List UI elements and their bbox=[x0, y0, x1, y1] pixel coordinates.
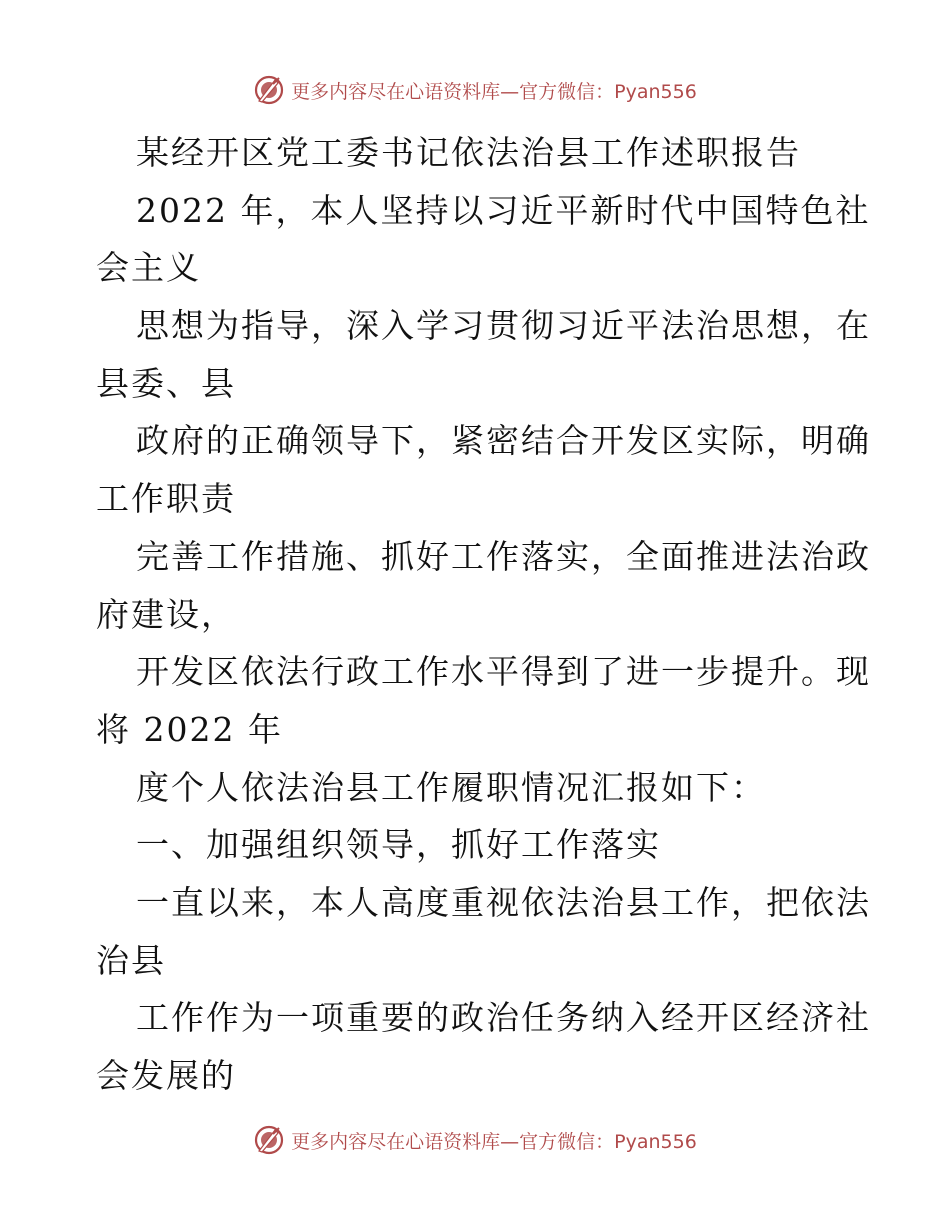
text-line: 将 2022 年 bbox=[96, 709, 283, 749]
footer-watermark-banner bbox=[0, 1118, 950, 1162]
text-line: 政府的正确领导下，紧密结合开发区实际，明确 bbox=[136, 421, 871, 461]
text-line: 县委、县 bbox=[96, 363, 236, 403]
text-line: 思想为指导，深入学习贯彻习近平法治思想，在 bbox=[136, 306, 871, 346]
text-line: 工作职责 bbox=[96, 479, 236, 519]
quill-seal-icon bbox=[253, 74, 285, 106]
header-watermark-banner bbox=[0, 68, 950, 112]
text-line: 会发展的 bbox=[96, 1056, 236, 1095]
text-line: 工作作为一项重要的政治任务纳入经开区经济社 bbox=[136, 998, 871, 1038]
watermark-text: 更多内容尽在心语资料库—官方微信：Pyan556 bbox=[291, 80, 697, 103]
text-line: 完善工作措施、抓好工作落实，全面推进法治政 bbox=[136, 536, 871, 576]
quill-seal-icon bbox=[253, 1124, 285, 1156]
watermark-text: 更多内容尽在心语资料库—官方微信：Pyan556 bbox=[291, 1130, 697, 1153]
text-line: 治县 bbox=[96, 940, 166, 980]
document-body bbox=[96, 124, 871, 1105]
document-title: 某经开区党工委书记依法治县工作述职报告 bbox=[136, 133, 801, 172]
text-line: 2022 年，本人坚持以习近平新时代中国特色社 bbox=[136, 190, 871, 230]
text-line: 府建设， bbox=[96, 594, 236, 634]
text-line: 度个人依法治县工作履职情况汇报如下： bbox=[136, 767, 766, 807]
text-line: 会主义 bbox=[96, 248, 201, 288]
text-line: 开发区依法行政工作水平得到了进一步提升。现 bbox=[136, 652, 871, 692]
paragraph-lines bbox=[96, 182, 871, 1105]
text-line: 一、加强组织领导，抓好工作落实 bbox=[136, 825, 661, 865]
text-line: 一直以来，本人高度重视依法治县工作，把依法 bbox=[136, 882, 871, 922]
